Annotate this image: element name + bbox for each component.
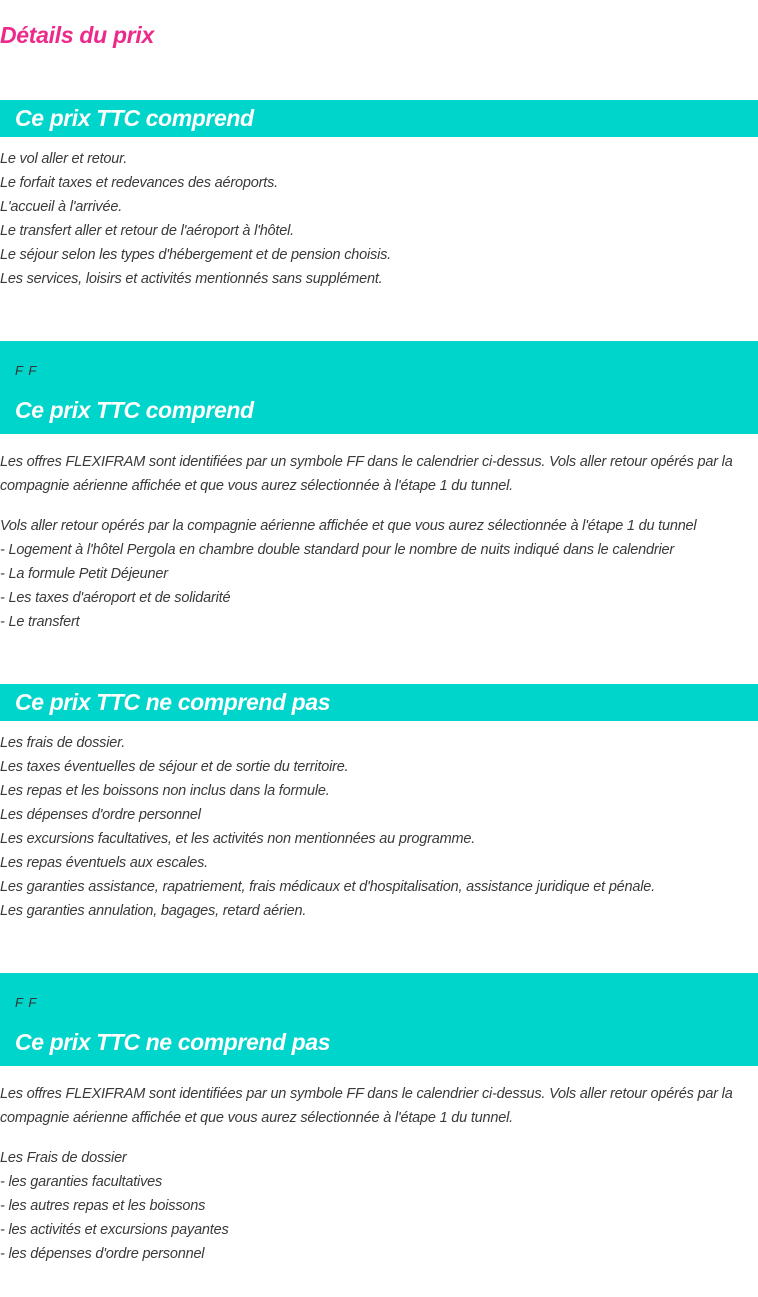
flexifram-intro: Les offres FLEXIFRAM sont identifiées par un symbole FF dans le calendrier ci-dessus. Vols aller retour opérés par la compagnie aérienne affichée et que vous aurez sélectionnée à l'étape 1 du tunnel. <box>0 1086 733 1126</box>
section-header-band <box>0 341 758 434</box>
list-item: Les Frais de dossier <box>0 1150 127 1166</box>
flexifram-intro: Les offres FLEXIFRAM sont identifiées par un symbole FF dans le calendrier ci-dessus. Vols aller retour opérés par la compagnie aérienne affichée et que vous aurez sélectionnée à l'étape 1 du tunnel. <box>0 454 733 494</box>
list-item: - les activités et excursions payantes <box>0 1222 229 1238</box>
list-item: - Les taxes d'aéroport et de solidarité <box>0 590 231 606</box>
section-included <box>0 100 758 291</box>
list-item: - La formule Petit Déjeuner <box>0 566 168 582</box>
section-not-included-flexifram <box>0 973 758 1266</box>
section-heading: Ce prix TTC ne comprend pas <box>15 1029 331 1055</box>
list-item: Les repas et les boissons non inclus dans la formule. <box>0 783 330 799</box>
list-item: Vols aller retour opérés par la compagnie aérienne affichée et que vous aurez sélectionnée à l'étape 1 du tunnel <box>0 518 697 534</box>
included-flexifram-list <box>0 514 758 634</box>
list-item: Les services, loisirs et activités mentionnés sans supplément. <box>0 271 383 287</box>
list-item: Les taxes éventuelles de séjour et de sortie du territoire. <box>0 759 349 775</box>
ff-symbol: F F <box>15 995 38 1010</box>
not-included-flexifram-list <box>0 1146 758 1266</box>
section-header-band <box>0 100 758 137</box>
page-title: Détails du prix <box>0 22 154 48</box>
list-item: Le séjour selon les types d'hébergement et de pension choisis. <box>0 247 391 263</box>
list-item: Le transfert aller et retour de l'aéroport à l'hôtel. <box>0 223 294 239</box>
list-item: Les excursions facultatives, et les activités non mentionnées au programme. <box>0 831 476 847</box>
ff-symbol: F F <box>15 363 38 378</box>
included-list <box>0 147 758 291</box>
section-header-band <box>0 684 758 721</box>
list-item: Les dépenses d'ordre personnel <box>0 807 201 823</box>
list-item: - les autres repas et les boissons <box>0 1198 206 1214</box>
section-heading: Ce prix TTC ne comprend pas <box>15 689 331 715</box>
list-item: Les repas éventuels aux escales. <box>0 855 209 871</box>
section-not-included <box>0 684 758 923</box>
list-item: Les frais de dossier. <box>0 735 126 751</box>
list-item: L'accueil à l'arrivée. <box>0 199 123 215</box>
list-item: - les garanties facultatives <box>0 1174 163 1190</box>
section-included-flexifram <box>0 341 758 634</box>
list-item: Le vol aller et retour. <box>0 151 128 167</box>
section-heading: Ce prix TTC comprend <box>15 397 254 423</box>
section-heading: Ce prix TTC comprend <box>15 105 254 131</box>
list-item: Les garanties assistance, rapatriement, frais médicaux et d'hospitalisation, assistance juridique et pénale. <box>0 879 655 895</box>
list-item: - Logement à l'hôtel Pergola en chambre double standard pour le nombre de nuits indiqué dans le calendrier <box>0 542 674 558</box>
list-item: Les garanties annulation, bagages, retard aérien. <box>0 903 307 919</box>
list-item: - les dépenses d'ordre personnel <box>0 1246 205 1262</box>
list-item: Le forfait taxes et redevances des aéroports. <box>0 175 278 191</box>
list-item: - Le transfert <box>0 614 80 630</box>
not-included-list <box>0 731 758 923</box>
section-header-band <box>0 973 758 1066</box>
